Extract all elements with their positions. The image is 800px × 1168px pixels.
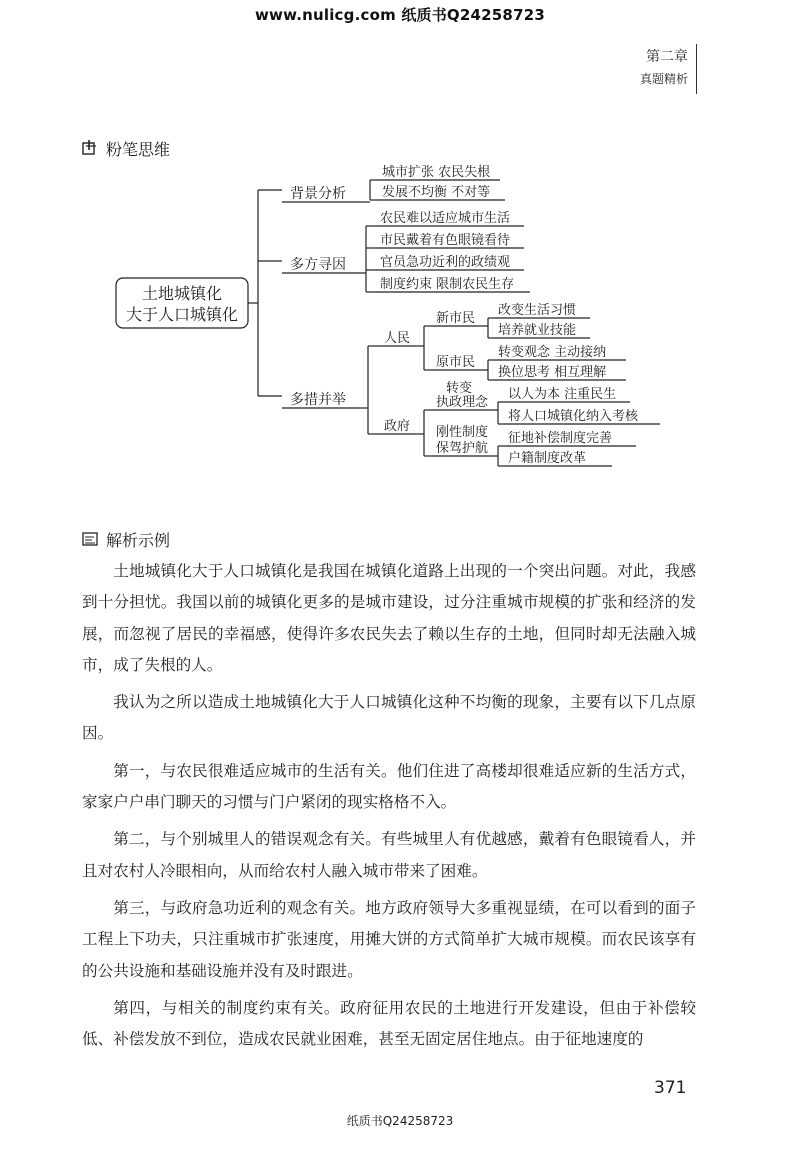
gov-idea-label-line2: 执政理念 — [436, 395, 489, 410]
analysis-section-icon — [82, 531, 98, 547]
branch-causes: 多方寻因 — [290, 257, 346, 273]
gov-idea-label-line1: 转变 — [446, 381, 473, 396]
branch-measures: 多措并举 — [290, 392, 346, 408]
cause-item: 官员急功近利的政绩观 — [380, 255, 511, 270]
paragraph: 土地城镇化大于人口城镇化是我国在城镇化道路上出现的一个突出问题。对此，我感到十分担忧。我国以前的城镇化更多的是城市建设，过分注重城市规模的扩张和经济的发展，而忽视了居民的幸福感，使得许多农民失去了赖以生存的土地，但同时却无法融入城市，成了失根的人。 — [82, 562, 696, 674]
branch-background: 背景分析 — [290, 186, 346, 202]
paragraph: 第一，与农民很难适应城市的生活有关。他们住进了高楼却很难适应新的生活方式，家家户户串门聊天的习惯与门户紧闭的现实格格不入。 — [82, 761, 696, 812]
bg-item: 城市扩张 农民失根 — [382, 165, 491, 180]
old-citizens-item: 转变观念 主动接纳 — [498, 345, 607, 360]
chapter-label: 第二章 — [646, 49, 688, 65]
mindmap-heading: 粉笔思维 — [106, 140, 171, 159]
cause-item: 农民难以适应城市生活 — [380, 211, 511, 226]
analysis-heading: 解析示例 — [106, 531, 171, 550]
gov-idea-item: 以人为本 注重民生 — [508, 387, 617, 402]
footer-watermark: 纸质书Q24258723 — [346, 1114, 454, 1128]
old-citizens-item: 换位思考 相互理解 — [498, 365, 607, 380]
gov-system-label-line2: 保驾护航 — [436, 441, 489, 456]
cause-item: 制度约束 限制农民生存 — [380, 277, 515, 292]
paragraph: 第四，与相关的制度约束有关。政府征用农民的土地进行开发建设，但由于补偿较低、补偿发放不到位，造成农民就业困难，甚至无固定居住地点。由于征地速度的 — [82, 998, 696, 1049]
root-label-line1: 土地城镇化 — [141, 284, 223, 303]
gov-idea-item: 将人口城镇化纳入考核 — [508, 409, 639, 424]
new-citizens-item: 改变生活习惯 — [498, 303, 577, 318]
section-label: 真题精析 — [639, 72, 688, 86]
header-watermark: www.nulicg.com 纸质书Q24258723 — [255, 6, 545, 24]
paragraph: 我认为之所以造成土地城镇化大于人口城镇化这种不均衡的现象，主要有以下几点原因。 — [82, 693, 696, 743]
mindmap-diagram — [0, 0, 800, 520]
page-number: 371 — [654, 1078, 687, 1098]
analysis-body — [82, 556, 696, 1061]
gov-system-item: 征地补偿制度完善 — [508, 431, 613, 446]
gov-system-item: 户籍制度改革 — [508, 451, 587, 466]
old-citizens-label: 原市民 — [436, 355, 476, 370]
paragraph: 第二，与个别城里人的错误观念有关。有些城里人有优越感，戴着有色眼镜看人，并且对农村人冷眼相向，从而给农村人融入城市带来了困难。 — [82, 830, 696, 880]
government-label: 政府 — [384, 419, 411, 434]
new-citizens-item: 培养就业技能 — [498, 323, 577, 338]
root-label-line2: 大于人口城镇化 — [125, 305, 239, 324]
bg-item: 发展不均衡 不对等 — [382, 185, 491, 200]
cause-item: 市民戴着有色眼镜看待 — [380, 233, 511, 248]
people-label: 人民 — [384, 331, 411, 346]
paragraph: 第三，与政府急功近利的观念有关。地方政府领导大多重视显绩，在可以看到的面子工程上下功夫，只注重城市扩张速度，用摊大饼的方式简单扩大城市规模。而农民该享有的公共设施和基础设施并没有及时跟进。 — [82, 898, 696, 980]
new-citizens-label: 新市民 — [436, 311, 476, 326]
gov-system-label-line1: 刚性制度 — [436, 425, 489, 440]
